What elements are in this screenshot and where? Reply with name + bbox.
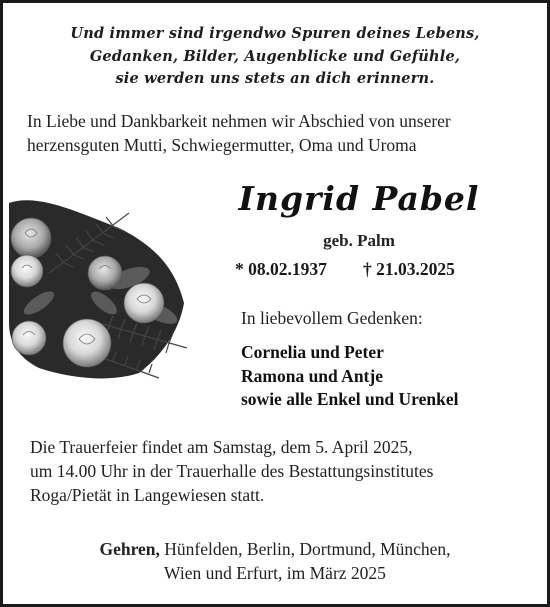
mourner-name: sowie alle Enkel und Urenkel — [241, 389, 459, 409]
poem-line: Und immer sind irgendwo Spuren deines Lebens, — [70, 25, 480, 42]
places-line — [3, 537, 547, 561]
places-and-date — [3, 537, 547, 585]
funeral-service-info — [30, 435, 540, 507]
life-dates — [235, 259, 495, 283]
main-place: Gehren, — [99, 539, 160, 559]
birth-symbol: * — [235, 259, 244, 279]
service-line: um 14.00 Uhr in der Trauerhalle des Bestattungsinstitutes — [30, 461, 434, 481]
memorial-poem — [3, 23, 547, 91]
birth-name: geb. Palm — [323, 231, 395, 250]
death-date — [363, 259, 455, 280]
places-line-2: Wien und Erfurt, im März 2025 — [164, 563, 386, 583]
flower-arrangement-icon — [9, 183, 191, 393]
mourners-label: In liebevollem Gedenken: — [241, 308, 423, 328]
service-line: Roga/Pietät in Langewiesen statt. — [30, 485, 265, 505]
poem-line: Gedanken, Bilder, Augenblicke und Gefühle, — [89, 47, 461, 65]
mourners-list — [241, 341, 541, 412]
birth-date — [235, 259, 327, 280]
service-line: Die Trauerfeier findet am Samstag, dem 5. April 2025, — [30, 437, 413, 457]
deceased-name: Ingrid Pabel — [238, 179, 480, 218]
farewell-intro — [27, 109, 537, 157]
mourner-name: Ramona und Antje — [241, 365, 383, 386]
mourner-name: Cornelia und Peter — [241, 342, 384, 362]
intro-line: herzensguten Mutti, Schwiegermutter, Oma und Uroma — [27, 135, 417, 155]
other-places: Hünfelden, Berlin, Dortmund, München, — [159, 539, 451, 559]
poem-line: sie werden uns stets an dich erinnern. — [115, 70, 435, 87]
death-date-value: 21.03.2025 — [376, 259, 455, 279]
intro-line: In Liebe und Dankbarkeit nehmen wir Abschied von unserer — [27, 111, 451, 131]
birth-date-value: 08.02.1937 — [248, 259, 327, 279]
death-cross-icon: † — [363, 259, 372, 279]
